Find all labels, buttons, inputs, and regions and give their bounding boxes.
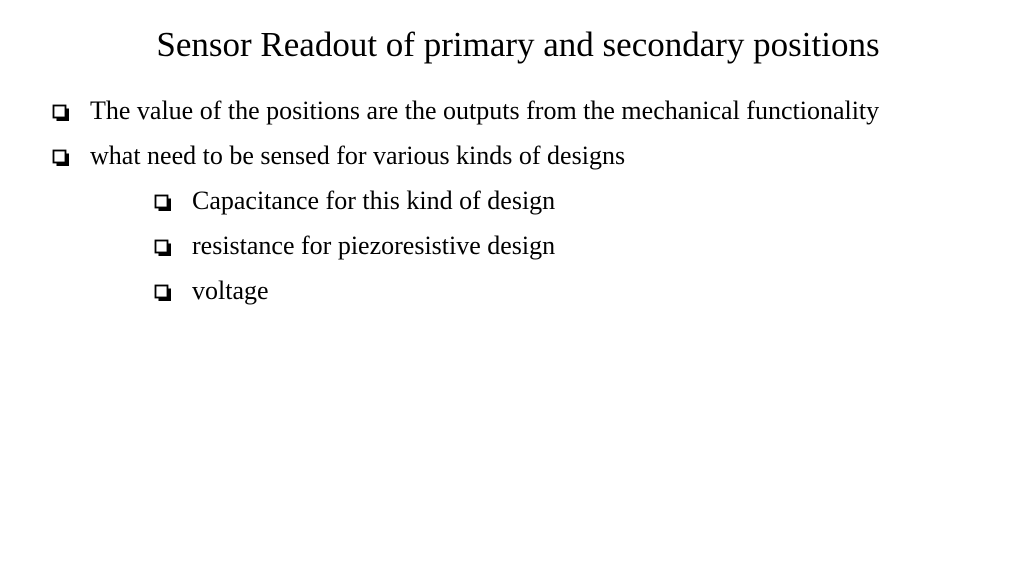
bullet-item bbox=[52, 137, 952, 174]
bullet-item bbox=[52, 92, 952, 129]
bullet-text: what need to be sensed for various kinds of designs bbox=[90, 141, 626, 170]
sub-bullet-text: resistance for piezoresistive design bbox=[192, 231, 556, 260]
shadowed-square-bullet-icon bbox=[154, 272, 184, 309]
sub-bullet-item bbox=[154, 272, 952, 309]
sub-bullet-item bbox=[154, 227, 952, 264]
bullet-text: The value of the positions are the outputs from the mechanical functionality bbox=[90, 96, 880, 125]
sub-bullet-text: Capacitance for this kind of design bbox=[192, 186, 556, 215]
sub-bullet-item bbox=[154, 182, 952, 219]
shadowed-square-bullet-icon bbox=[154, 227, 184, 264]
shadowed-square-bullet-icon bbox=[52, 137, 82, 174]
bullet-list bbox=[52, 92, 952, 317]
shadowed-square-bullet-icon bbox=[52, 92, 82, 129]
sub-bullet-text: voltage bbox=[192, 276, 269, 305]
slide-title: Sensor Readout of primary and secondary positions bbox=[156, 25, 880, 64]
shadowed-square-bullet-icon bbox=[154, 182, 184, 219]
